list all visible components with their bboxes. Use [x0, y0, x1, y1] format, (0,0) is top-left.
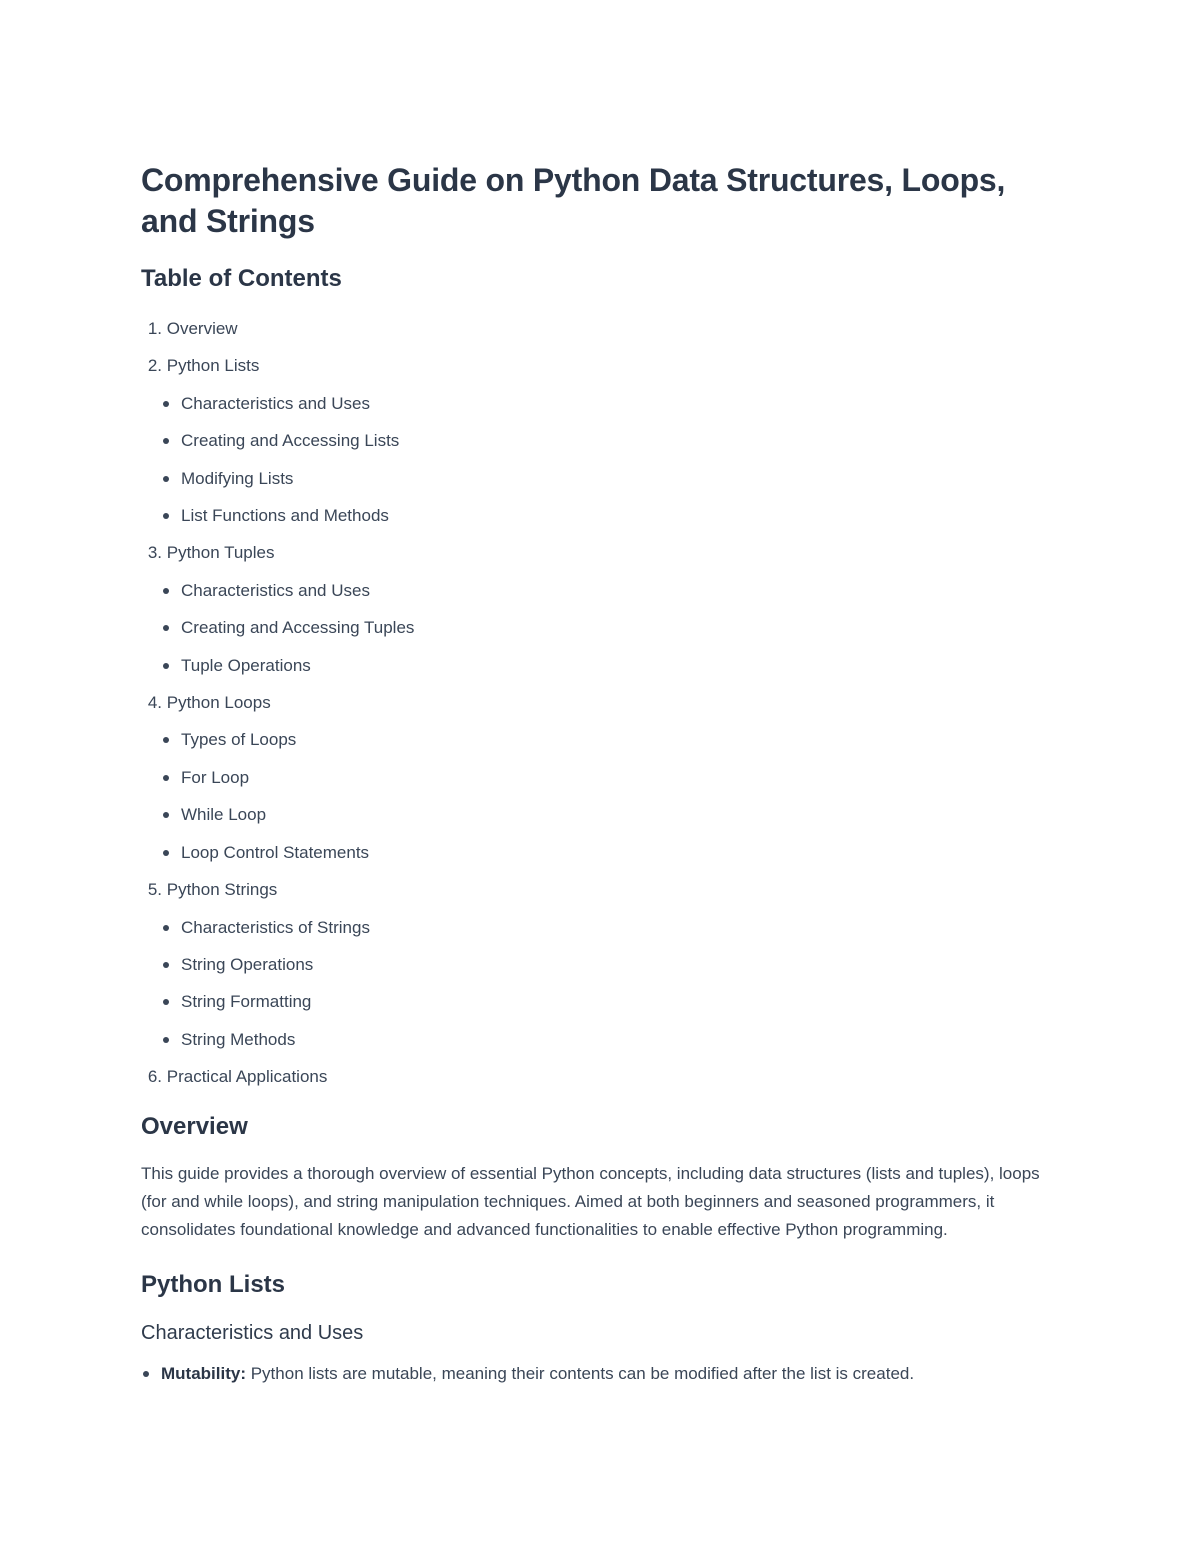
- toc-item: [141, 1058, 1061, 1095]
- toc-item: [141, 310, 1061, 347]
- toc-subitem: String Operations: [141, 946, 1061, 983]
- toc-item-number: 4.: [147, 693, 162, 713]
- table-of-contents: [141, 310, 1061, 1096]
- toc-sublist: [141, 385, 1061, 535]
- toc-subitem: Modifying Lists: [141, 460, 1061, 497]
- toc-item-label: Practical Applications: [166, 1067, 328, 1087]
- toc-heading: Table of Contents: [141, 265, 342, 292]
- list-item: [141, 1360, 1061, 1388]
- toc-subitem: Loop Control Statements: [141, 834, 1061, 871]
- toc-subitem: While Loop: [141, 796, 1061, 833]
- toc-subitem: String Methods: [141, 1021, 1061, 1058]
- toc-subitem: String Formatting: [141, 983, 1061, 1020]
- toc-item-number: 3.: [147, 543, 162, 563]
- toc-subitem: Tuple Operations: [141, 647, 1061, 684]
- toc-subitem: For Loop: [141, 759, 1061, 796]
- bullet-text: Python lists are mutable, meaning their contents can be modified after the list is created.: [246, 1363, 915, 1383]
- toc-subitem: Characteristics and Uses: [141, 572, 1061, 609]
- toc-subitem: Types of Loops: [141, 721, 1061, 758]
- toc-subitem: Characteristics and Uses: [141, 385, 1061, 422]
- toc-item-label: Python Lists: [166, 356, 260, 376]
- toc-item: [141, 347, 1061, 384]
- characteristics-bullet-list: [141, 1360, 1061, 1388]
- overview-paragraph: This guide provides a thorough overview of essential Python concepts, including data structures (lists and tuples), loops (for and while loops), and string manipulation techniques. Aimed at both beginners and seasoned programmers, it consolidates foundational knowledge and advanced functionalities to enable effective Python programming.: [141, 1163, 1040, 1239]
- toc-sublist: [141, 572, 1061, 684]
- toc-item-number: 2.: [147, 356, 162, 376]
- overview-heading: Overview: [141, 1112, 248, 1140]
- toc-sublist: [141, 909, 1061, 1059]
- toc-item-label: Python Tuples: [166, 543, 275, 563]
- python-lists-heading: Python Lists: [141, 1270, 286, 1298]
- toc-item-label: Python Strings: [166, 880, 278, 900]
- toc-item: [141, 534, 1061, 571]
- toc-item-number: 6.: [147, 1067, 162, 1087]
- toc-item: [141, 684, 1061, 721]
- toc-subitem: Creating and Accessing Lists: [141, 422, 1061, 459]
- toc-item-number: 5.: [147, 880, 162, 900]
- toc-item-number: 1.: [147, 319, 162, 338]
- document-page: [141, 160, 1061, 1388]
- toc-item-label: Python Loops: [166, 693, 271, 713]
- toc-subitem: List Functions and Methods: [141, 497, 1061, 534]
- toc-subitem: Creating and Accessing Tuples: [141, 609, 1061, 646]
- characteristics-subheading: Characteristics and Uses: [141, 1321, 364, 1344]
- bullet-term: Mutability:: [161, 1363, 246, 1383]
- toc-item-label: Overview: [166, 319, 238, 338]
- document-title: Comprehensive Guide on Python Data Structures, Loops, and Strings: [141, 162, 1006, 239]
- toc-sublist: [141, 721, 1061, 871]
- toc-item: [141, 871, 1061, 908]
- toc-subitem: Characteristics of Strings: [141, 909, 1061, 946]
